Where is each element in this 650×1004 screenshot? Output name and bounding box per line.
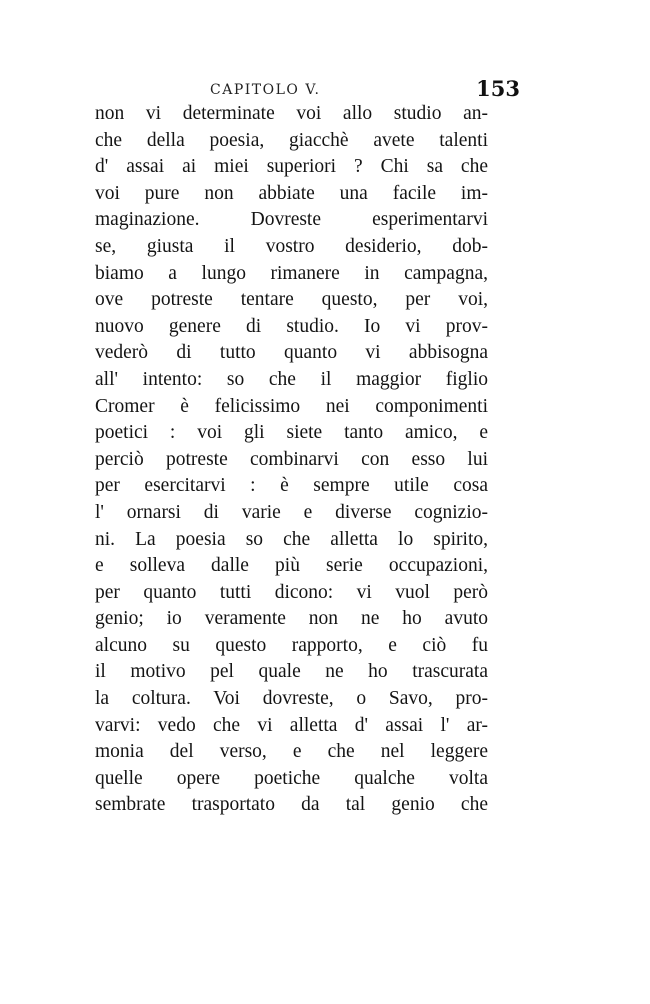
body-text — [95, 101, 488, 819]
text-line: che della poesia, giacchè avete talenti — [95, 129, 488, 151]
text-line: per esercitarvi : è sempre utile cosa — [95, 475, 488, 497]
text-line: ni. La poesia so che alletta lo spirito, — [95, 528, 488, 550]
text-line: l' ornarsi di varie e diverse cognizio- — [95, 501, 488, 523]
text-line: all' intento: so che il maggior figlio — [95, 368, 488, 390]
text-line: se, giusta il vostro desiderio, dob- — [95, 235, 488, 257]
text-line: il motivo pel quale ne ho trascurata — [95, 661, 488, 683]
text-line: varvi: vedo che vi alletta d' assai l' ar- — [95, 714, 488, 736]
text-line: ove potreste tentare questo, per voi, — [95, 289, 488, 311]
text-line: genio; io veramente non ne ho avuto — [95, 608, 488, 630]
text-line: alcuno su questo rapporto, e ciò fu — [95, 634, 488, 656]
page-number: 153 — [476, 76, 520, 101]
text-line: perciò potreste combinarvi con esso lui — [95, 448, 488, 470]
text-line: d' assai ai miei superiori ? Chi sa che — [95, 156, 488, 178]
text-line: vederò di tutto quanto vi abbisogna — [95, 342, 488, 364]
text-line: voi pure non abbiate una facile im- — [95, 182, 488, 204]
text-line: Cromer è felicissimo nei componimenti — [95, 395, 488, 417]
running-head — [210, 76, 520, 104]
text-line: sembrate trasportato da tal genio che — [95, 794, 488, 816]
chapter-title: CAPITOLO V. — [210, 82, 321, 98]
text-line: biamo a lungo rimanere in campagna, — [95, 262, 488, 284]
text-line: poetici : voi gli siete tanto amico, e — [95, 422, 488, 444]
text-line: quelle opere poetiche qualche volta — [95, 767, 488, 789]
text-line: non vi determinate voi allo studio an- — [95, 103, 488, 124]
text-line: per quanto tutti dicono: vi vuol però — [95, 581, 488, 603]
text-line: monia del verso, e che nel leggere — [95, 741, 488, 763]
text-line: la coltura. Voi dovreste, o Savo, pro- — [95, 688, 488, 710]
text-line: nuovo genere di studio. Io vi prov- — [95, 315, 488, 337]
text-line: maginazione. Dovreste esperimentarvi — [95, 209, 488, 231]
text-line: e solleva dalle più serie occupazioni, — [95, 555, 488, 577]
